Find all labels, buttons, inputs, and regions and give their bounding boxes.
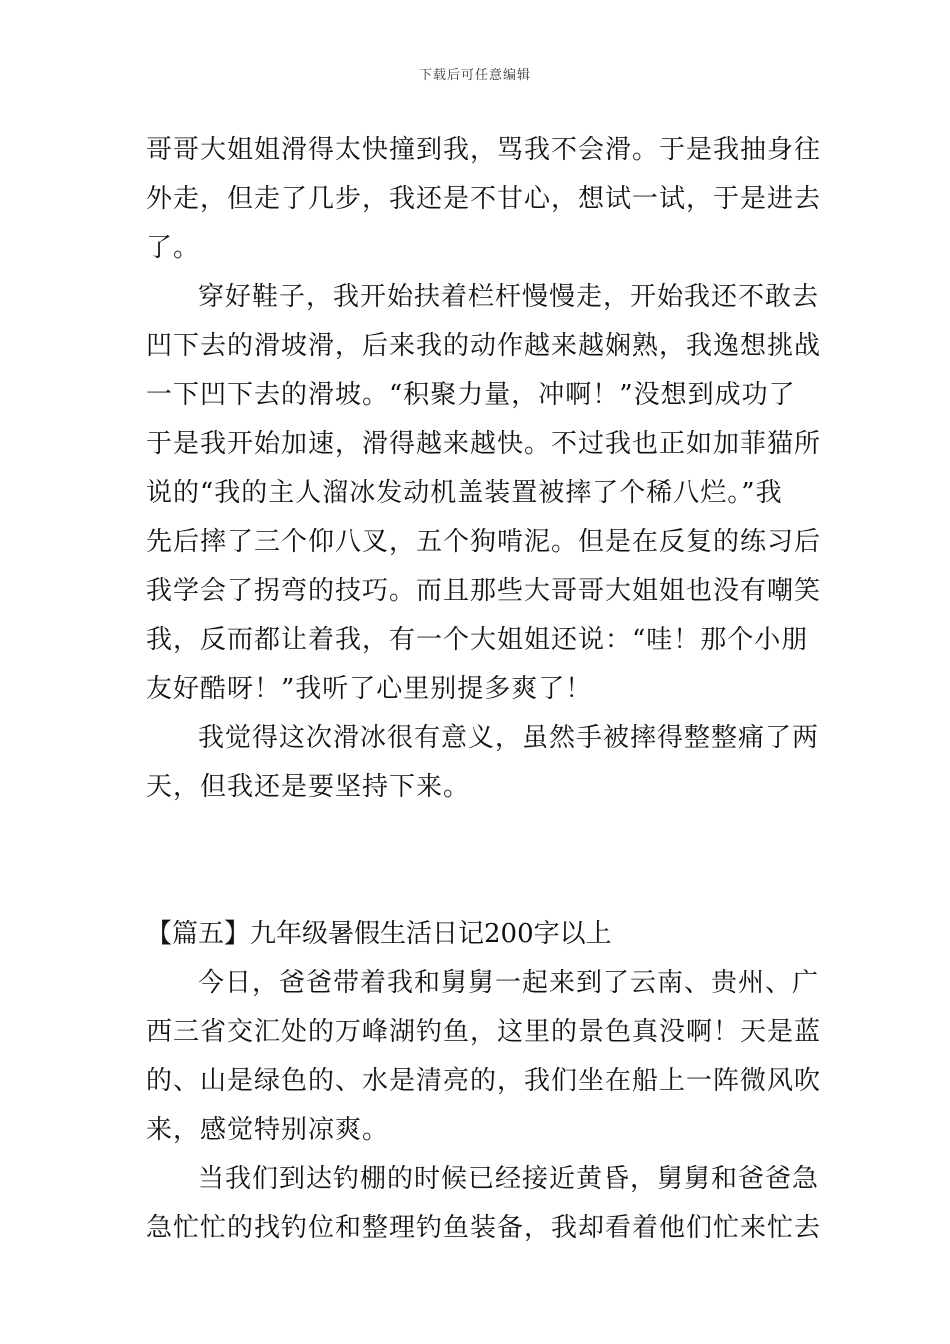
section-heading: 【篇五】九年级暑假生活日记200字以上	[146, 919, 612, 949]
text-line: 外走，但走了几步，我还是不甘心，想试一试，于是进去	[146, 184, 822, 214]
text-line: 于是我开始加速，滑得越来越快。不过我也正如加菲猫所	[146, 429, 822, 459]
text-line: 哥哥大姐姐滑得太快撞到我，骂我不会滑。于是我抽身往	[146, 135, 822, 165]
text-line: 说的“我的主人溜冰发动机盖装置被摔了个稀八烂。”我	[146, 478, 783, 508]
text-line: 我，反而都让着我，有一个大姐姐还说：“哇！那个小朋	[146, 625, 809, 655]
text-line: 当我们到达钓棚的时候已经接近黄昏，舅舅和爸爸急	[198, 1164, 820, 1194]
text-line: 友好酷呀！”我听了心里别提多爽了！	[146, 674, 593, 704]
page-header: 下载后可任意编辑	[418, 68, 531, 83]
text-line: 西三省交汇处的万峰湖钓鱼，这里的景色真没啊！天是蓝	[146, 1017, 822, 1047]
paragraph-fishing-trip	[146, 959, 822, 1155]
text-line: 凹下去的滑坡滑，后来我的动作越来越娴熟，我逸想挑战	[146, 331, 822, 361]
text-line: 穿好鞋子，我开始扶着栏杆慢慢走，开始我还不敢去	[198, 282, 820, 312]
text-line: 了。	[146, 233, 201, 263]
document-body	[146, 126, 822, 1253]
text-line: 来，感觉特别凉爽。	[146, 1115, 390, 1145]
text-line: 一下凹下去的滑坡。“积聚力量，冲啊！”没想到成功了	[146, 380, 796, 410]
text-line: 先后摔了三个仰八叉，五个狗啃泥。但是在反复的练习后	[146, 527, 822, 557]
paragraph-skating-practice	[146, 273, 822, 714]
section-gap	[146, 812, 806, 910]
paragraph-skating-conclusion	[146, 714, 820, 812]
paragraph-fishing-arrival	[146, 1155, 822, 1253]
text-line: 天，但我还是要坚持下来。	[146, 772, 471, 802]
text-line: 今日，爸爸带着我和舅舅一起来到了云南、贵州、广	[198, 968, 820, 998]
text-line: 我学会了拐弯的技巧。而且那些大哥哥大姐姐也没有嘲笑	[146, 576, 822, 606]
text-line: 的、山是绿色的、水是清亮的，我们坐在船上一阵微风吹	[146, 1066, 822, 1096]
text-line: 我觉得这次滑冰很有意义，虽然手被摔得整整痛了两	[198, 723, 820, 753]
text-line: 急忙忙的找钓位和整理钓鱼装备，我却看着他们忙来忙去	[146, 1213, 822, 1243]
paragraph-skating-intro	[146, 126, 822, 273]
